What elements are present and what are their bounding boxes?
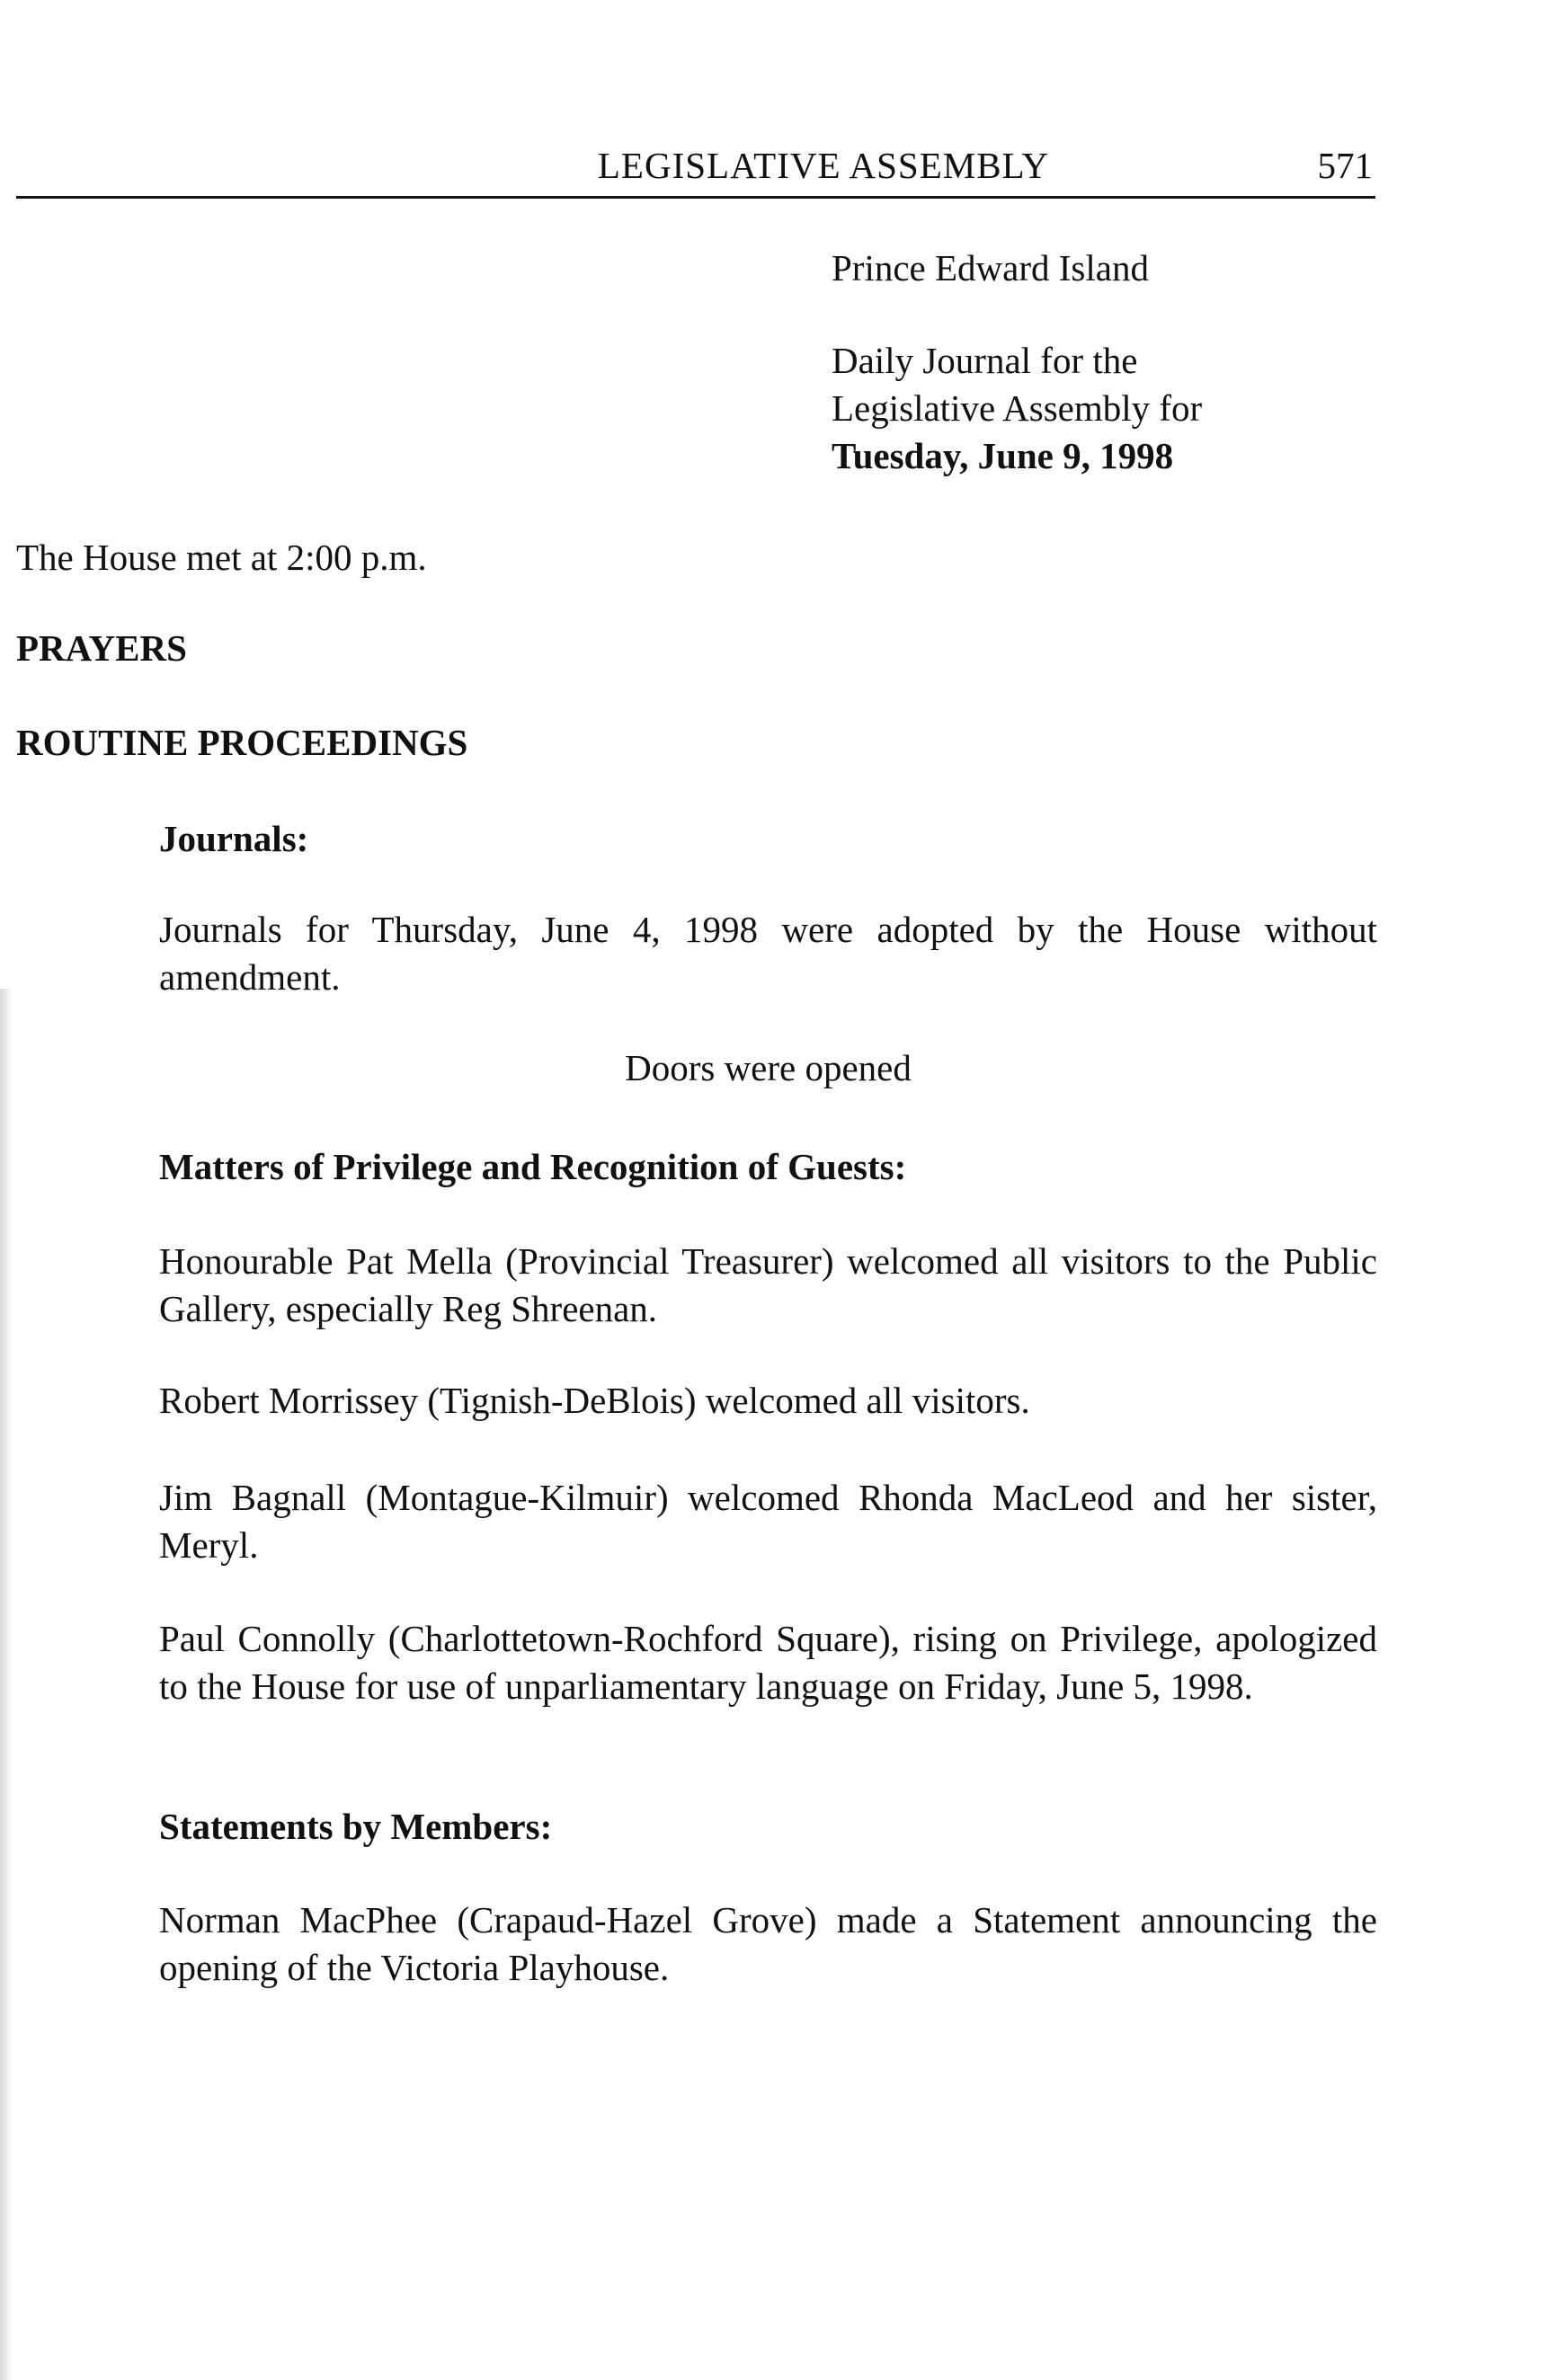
journals-paragraph: Journals for Thursday, June 4, 1998 were adopted by the House without amendment. [159, 909, 1377, 998]
page-edge-shadow [0, 989, 13, 2380]
journal-date: Tuesday, June 9, 1998 [832, 435, 1174, 476]
routine-proceedings-heading: ROUTINE PROCEEDINGS [16, 722, 468, 763]
journal-title-line-1: Daily Journal for the [832, 340, 1138, 381]
statements-heading: Statements by Members: [159, 1806, 553, 1847]
running-header-title: LEGISLATIVE ASSEMBLY [597, 145, 1050, 186]
privilege-item-1: Honourable Pat Mella (Provincial Treasurer) welcomed all visitors to the Public Gallery, especially Reg Shreenan. [159, 1240, 1377, 1329]
privilege-item-2: Robert Morrissey (Tignish-DeBlois) welcomed all visitors. [159, 1380, 1030, 1421]
privilege-heading: Matters of Privilege and Recognition of Guests: [159, 1146, 907, 1187]
privilege-item-4: Paul Connolly (Charlottetown-Rochford Square), rising on Privilege, apologized to the House for use of unparliamentary language on Friday, June 5, 1998. [159, 1618, 1377, 1707]
header-rule [16, 196, 1375, 199]
privilege-item-3: Jim Bagnall (Montague-Kilmuir) welcomed Rhonda MacLeod and her sister, Meryl. [159, 1477, 1377, 1566]
province-name: Prince Edward Island [832, 247, 1149, 289]
journal-title [832, 337, 1202, 480]
prayers-heading: PRAYERS [16, 627, 187, 669]
journal-title-line-2: Legislative Assembly for [832, 387, 1203, 429]
doors-opened-note: Doors were opened [625, 1047, 912, 1088]
journals-heading: Journals: [159, 818, 309, 859]
sitting-opening: The House met at 2:00 p.m. [16, 537, 427, 578]
page-number: 571 [1317, 145, 1373, 186]
statements-paragraph: Norman MacPhee (Crapaud-Hazel Grove) made a Statement announcing the opening of the Victoria Playhouse. [159, 1899, 1377, 1988]
